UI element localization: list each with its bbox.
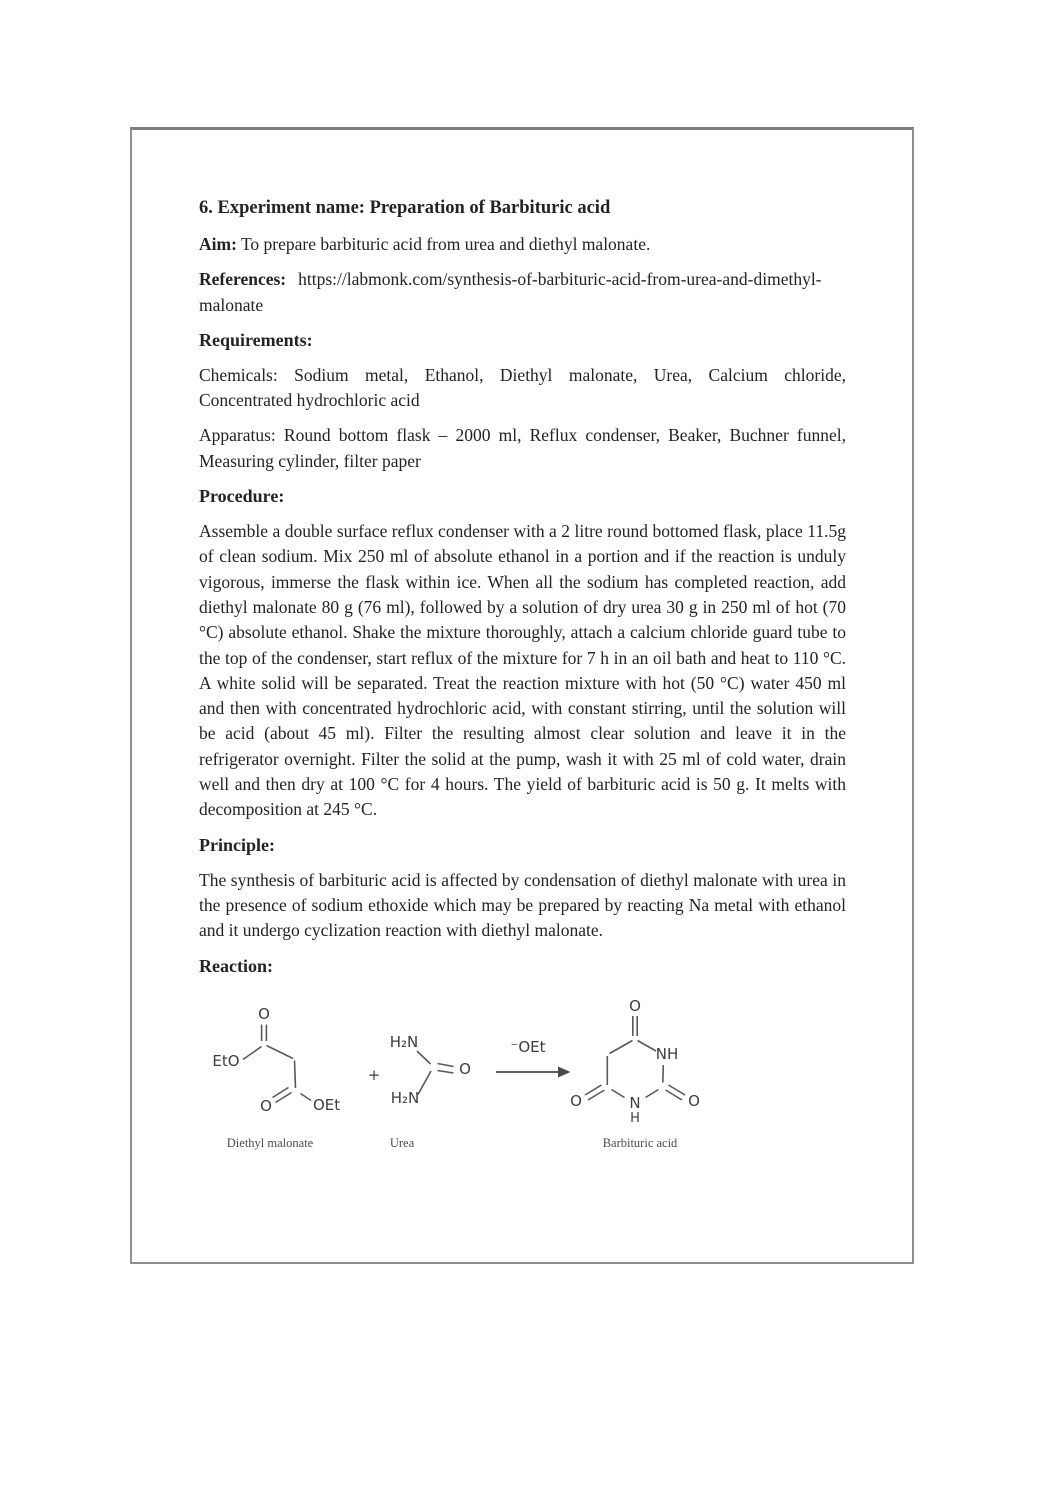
experiment-title: 6. Experiment name: Preparation of Barbituric acid: [199, 198, 611, 218]
h-label: H: [630, 1110, 640, 1126]
requirements-heading: Requirements:: [199, 329, 313, 350]
reaction-arrow: [496, 1038, 571, 1078]
procedure-text: Assemble a double surface reflux condenser with a 2 litre round bottomed flask, place 11.5g of clean sodium. Mix 250 ml of absolute ethanol in a portion and if the reaction is unduly vigorous, immerse the flask within ice. When all the sodium has completed reaction, add diethyl malonate 80 g (76 ml), followed by a solution of dry urea 30 g in 250 ml of hot (70 °C) absolute ethanol. Shake the mixture thoroughly, attach a calcium chloride guard tube to the top of the condenser, start reflux of the mixture for 7 h in an oil bath and heat to 110 °C. A white solid will be separated. Treat the reaction mixture with hot (50 °C) water 450 ml and then with concentrated hydrochloric acid, with constant stirring, until the solution will be acid (about 45 ml). Filter the resulting almost clear solution and leave it in the refrigerator overnight. Filter the solid at the pump, wash it with 25 ml of cold water, drain well and then dry at 100 °C for 4 hours. The yield of barbituric acid is 50 g. It melts with decomposition at 245 °C.: [199, 521, 846, 820]
catalyst-label: ⁻OEt: [510, 1037, 546, 1056]
oxygen-label: O: [260, 1096, 272, 1115]
bond: [295, 1060, 296, 1088]
bond: [610, 1040, 633, 1053]
diethyl-malonate-caption: Diethyl malonate: [226, 1135, 314, 1150]
bond: [267, 1045, 294, 1058]
barbituric-acid-structure: [570, 997, 700, 1150]
aim-label: Aim:: [199, 234, 237, 254]
double-bond: [438, 1063, 454, 1066]
plus-sign: +: [367, 1065, 381, 1084]
ethoxy-label: OEt: [313, 1095, 341, 1114]
oxygen-label: O: [688, 1091, 700, 1110]
procedure-heading: Procedure:: [199, 486, 285, 507]
aim-line: [199, 232, 846, 257]
reaction-scheme: [197, 989, 757, 1157]
principle-text: The synthesis of barbituric acid is affected by condensation of diethyl malonate with urea in the presence of sodium ethoxide which may be prepared by reacting Na metal with ethanol and it undergo cyclization reaction with diethyl malonate.: [199, 869, 846, 941]
bond: [301, 1093, 312, 1100]
oxygen-label: O: [258, 1004, 270, 1023]
amine-label: H₂N: [390, 1088, 420, 1107]
bond: [417, 1051, 431, 1064]
bond: [243, 1046, 262, 1059]
n-label: N: [629, 1093, 641, 1112]
urea-structure: [390, 1033, 471, 1150]
urea-caption: Urea: [389, 1135, 415, 1150]
document-border-box: [130, 127, 914, 1264]
reaction-heading: Reaction:: [199, 955, 273, 976]
bond: [418, 1071, 431, 1095]
arrow-head: [558, 1066, 571, 1077]
nh-label: NH: [655, 1044, 679, 1063]
bond: [612, 1089, 625, 1097]
diethyl-malonate-structure: [212, 1005, 340, 1150]
bond: [646, 1089, 659, 1097]
references-label: References:: [199, 269, 287, 290]
ethoxy-label: EtO: [212, 1051, 240, 1070]
oxygen-label: O: [459, 1059, 471, 1078]
chemicals-line: Chemicals: Sodium metal, Ethanol, Diethyl malonate, Urea, Calcium chloride, Concentrated hydrochloric acid: [199, 364, 846, 411]
references-url: https://labmonk.com/synthesis-of-barbituric-acid-from-urea-and-dimethyl-malonate: [199, 269, 822, 315]
references-line: [199, 267, 846, 318]
double-bond: [438, 1070, 454, 1073]
oxygen-label: O: [629, 996, 641, 1015]
document-content: [132, 130, 912, 1157]
amine-label: H₂N: [389, 1032, 419, 1051]
barbituric-acid-caption: Barbituric acid: [602, 1135, 678, 1150]
bond: [663, 1065, 664, 1083]
aim-text: To prepare barbituric acid from urea and diethyl malonate.: [240, 234, 651, 254]
apparatus-line: Apparatus: Round bottom flask – 2000 ml, Reflux condenser, Beaker, Buchner funnel, Measuring cylinder, filter paper: [199, 425, 846, 471]
oxygen-label: O: [570, 1091, 582, 1110]
principle-heading: Principle:: [199, 834, 275, 855]
bond: [638, 1040, 657, 1051]
